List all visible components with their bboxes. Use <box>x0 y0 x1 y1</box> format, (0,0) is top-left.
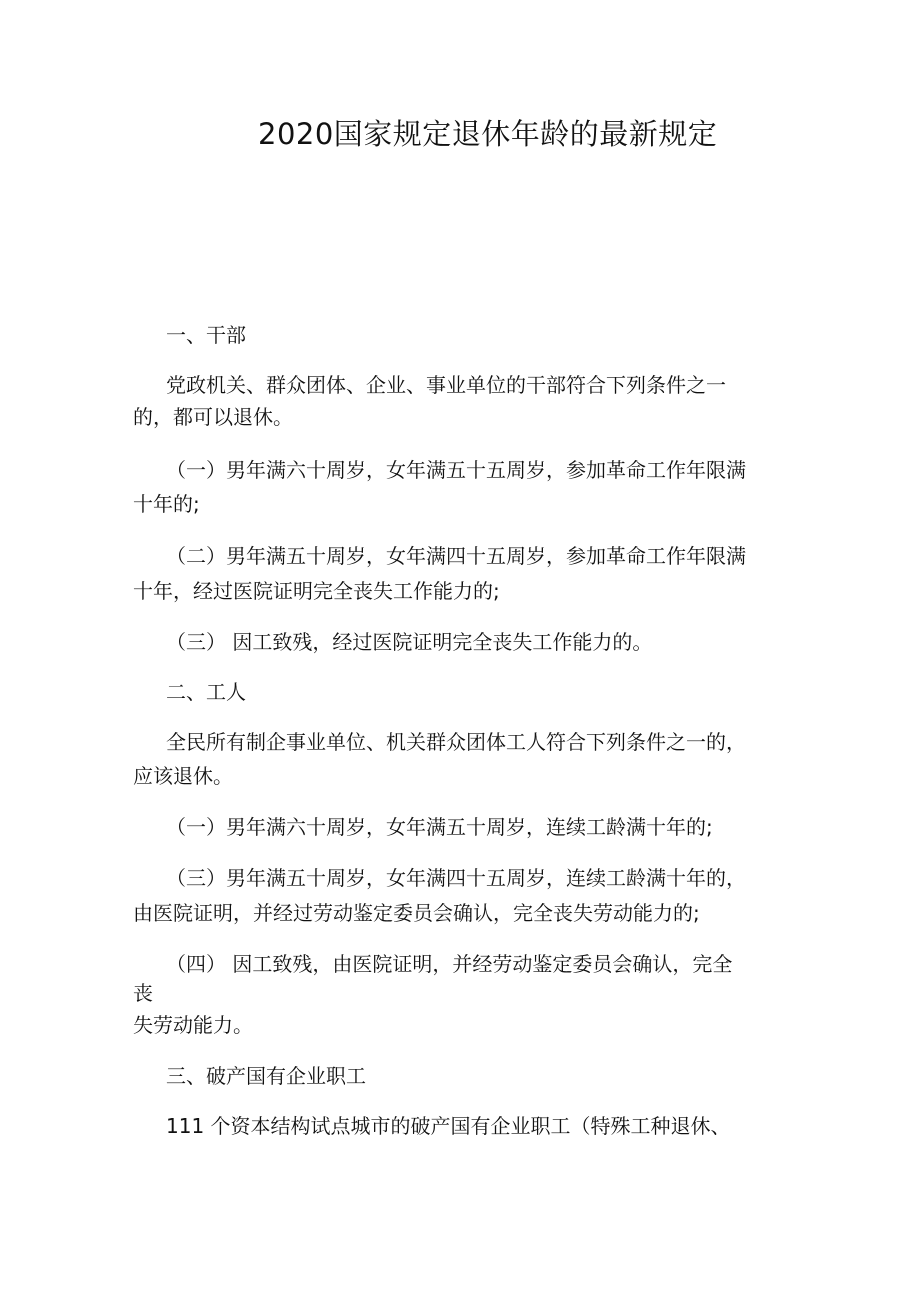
paragraph-line: （三） 因工致残，经过医院证明完全丧失工作能力的。 <box>166 630 653 654</box>
paragraph-line: （一）男年满六十周岁，女年满五十周岁，连续工龄满十年的; <box>166 815 713 839</box>
paragraph-line: 党政机关、群众团体、企业、事业单位的干部符合下列条件之一 <box>166 373 726 397</box>
paragraph-line: （二）男年满五十周岁，女年满四十五周岁，参加革命工作年限满 <box>166 544 746 568</box>
heading-bankrupt-soe-workers: 三、破产国有企业职工 <box>166 1064 366 1088</box>
paragraph-line: 的，都可以退休。 <box>133 405 293 429</box>
paragraph-line: （一）男年满六十周岁，女年满五十五周岁，参加革命工作年限满 <box>166 458 746 482</box>
paragraph-line: 全民所有制企事业单位、机关群众团体工人符合下列条件之一的， <box>166 730 746 754</box>
document-title: 2020国家规定退休年龄的最新规定 <box>258 117 718 151</box>
paragraph-line: （三）男年满五十周岁，女年满四十五周岁，连续工龄满十年的， <box>166 866 746 890</box>
paragraph-line: 十年的; <box>133 492 200 516</box>
heading-workers: 二、工人 <box>166 680 246 704</box>
paragraph-line: 应该退休。 <box>133 764 233 788</box>
heading-cadres: 一、干部 <box>166 323 246 347</box>
paragraph-line: 111 个资本结构试点城市的破产国有企业职工（特殊工种退休、 <box>166 1114 731 1138</box>
paragraph-line: 失劳动能力。 <box>133 1013 253 1037</box>
paragraph-line: 丧 <box>133 981 153 1005</box>
paragraph-line: 十年，经过医院证明完全丧失工作能力的; <box>133 579 500 603</box>
paragraph-line: （四） 因工致残，由医院证明，并经劳动鉴定委员会确认，完全 <box>166 952 733 976</box>
paragraph-line: 由医院证明，并经过劳动鉴定委员会确认，完全丧失劳动能力的; <box>133 901 700 925</box>
